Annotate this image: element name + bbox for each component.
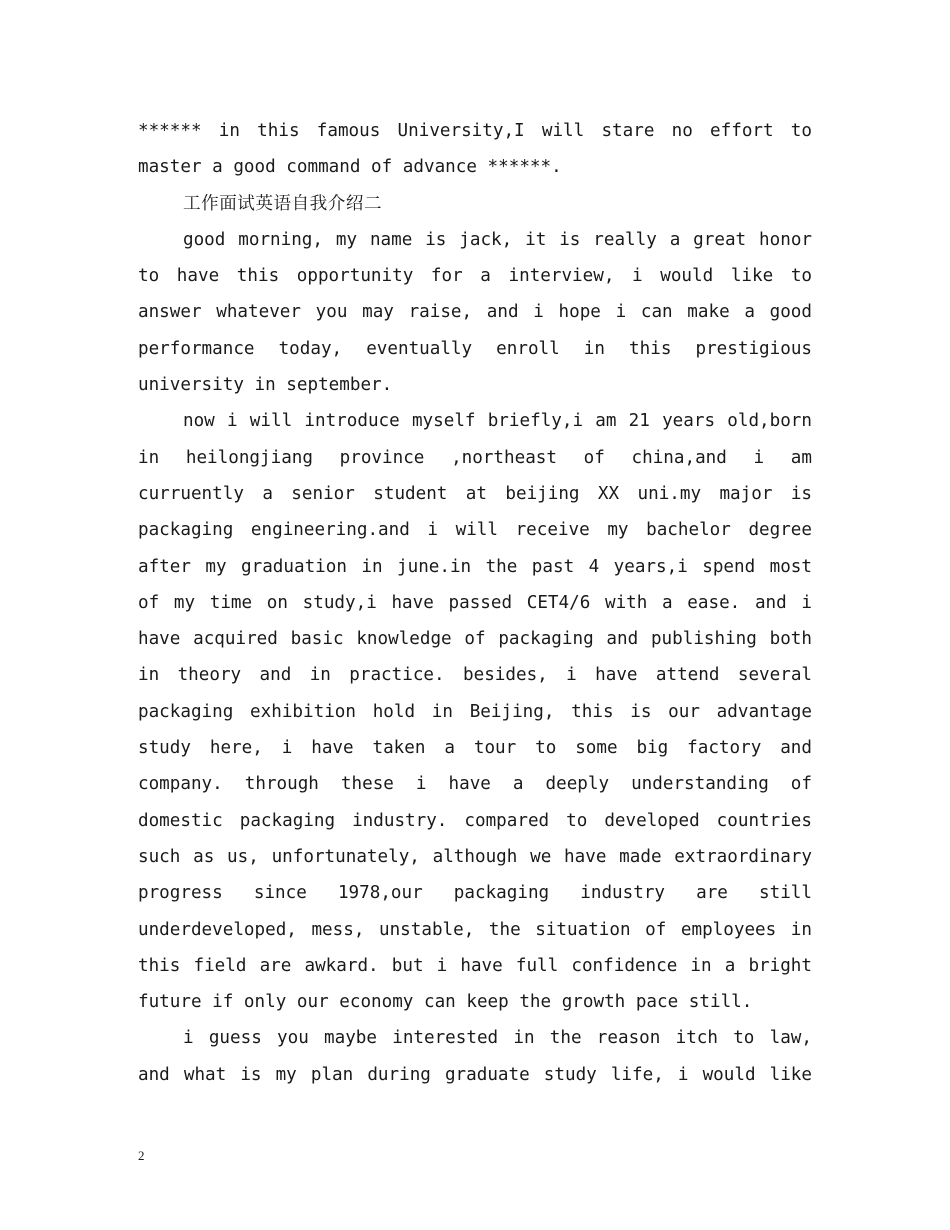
text-line: future if only our economy can keep the growth pace still.: [138, 992, 753, 1013]
text-line: i guess you maybe interested in the reason itch to law,: [183, 1028, 812, 1049]
text-line: of my time on study,i have passed CET4/6 with a ease. and i: [138, 592, 812, 613]
text-line: have acquired basic knowledge of packaging and publishing both: [138, 629, 812, 650]
text-line: and what is my plan during graduate study life, i would like: [138, 1064, 812, 1085]
text-line: domestic packaging industry. compared to developed countries: [138, 810, 812, 831]
text-line: progress since 1978,our packaging industry are still: [138, 883, 812, 904]
body-text: [138, 113, 812, 1093]
text-line: packaging engineering.and i will receive my bachelor degree: [138, 520, 812, 541]
text-line: good morning, my name is jack, it is really a great honor: [183, 229, 812, 250]
text-line: master a good command of advance ******.: [138, 157, 562, 178]
text-line: university in september.: [138, 375, 393, 396]
text-line: now i will introduce myself briefly,i am 21 years old,born: [183, 411, 812, 432]
text-line: in heilongjiang province ,northeast of china,and i am: [138, 447, 812, 468]
text-line: ****** in this famous University,I will stare no effort to: [138, 121, 812, 141]
text-line: underdeveloped, mess, unstable, the situation of employees in: [138, 919, 812, 940]
text-line: packaging exhibition hold in Beijing, this is our advantage: [138, 701, 812, 722]
text-line: to have this opportunity for a interview, i would like to: [138, 266, 812, 287]
text-line: in theory and in practice. besides, i have attend several: [138, 665, 812, 686]
text-line: curruently a senior student at beijing XX uni.my major is: [138, 483, 812, 504]
text-line: after my graduation in june.in the past 4 years,i spend most: [138, 556, 812, 577]
text-line: such as us, unfortunately, although we have made extraordinary: [138, 846, 812, 867]
text-line: this field are awkard. but i have full confidence in a bright: [138, 955, 812, 976]
text-line: answer whatever you may raise, and i hope i can make a good: [138, 302, 812, 323]
page-number: 2: [138, 1148, 145, 1163]
text-line: company. through these i have a deeply understanding of: [138, 774, 812, 795]
text-line: performance today, eventually enroll in this prestigious: [138, 338, 812, 359]
section-heading: 工作面试英语自我介绍二: [183, 193, 383, 214]
text-line: study here, i have taken a tour to some big factory and: [138, 738, 812, 759]
